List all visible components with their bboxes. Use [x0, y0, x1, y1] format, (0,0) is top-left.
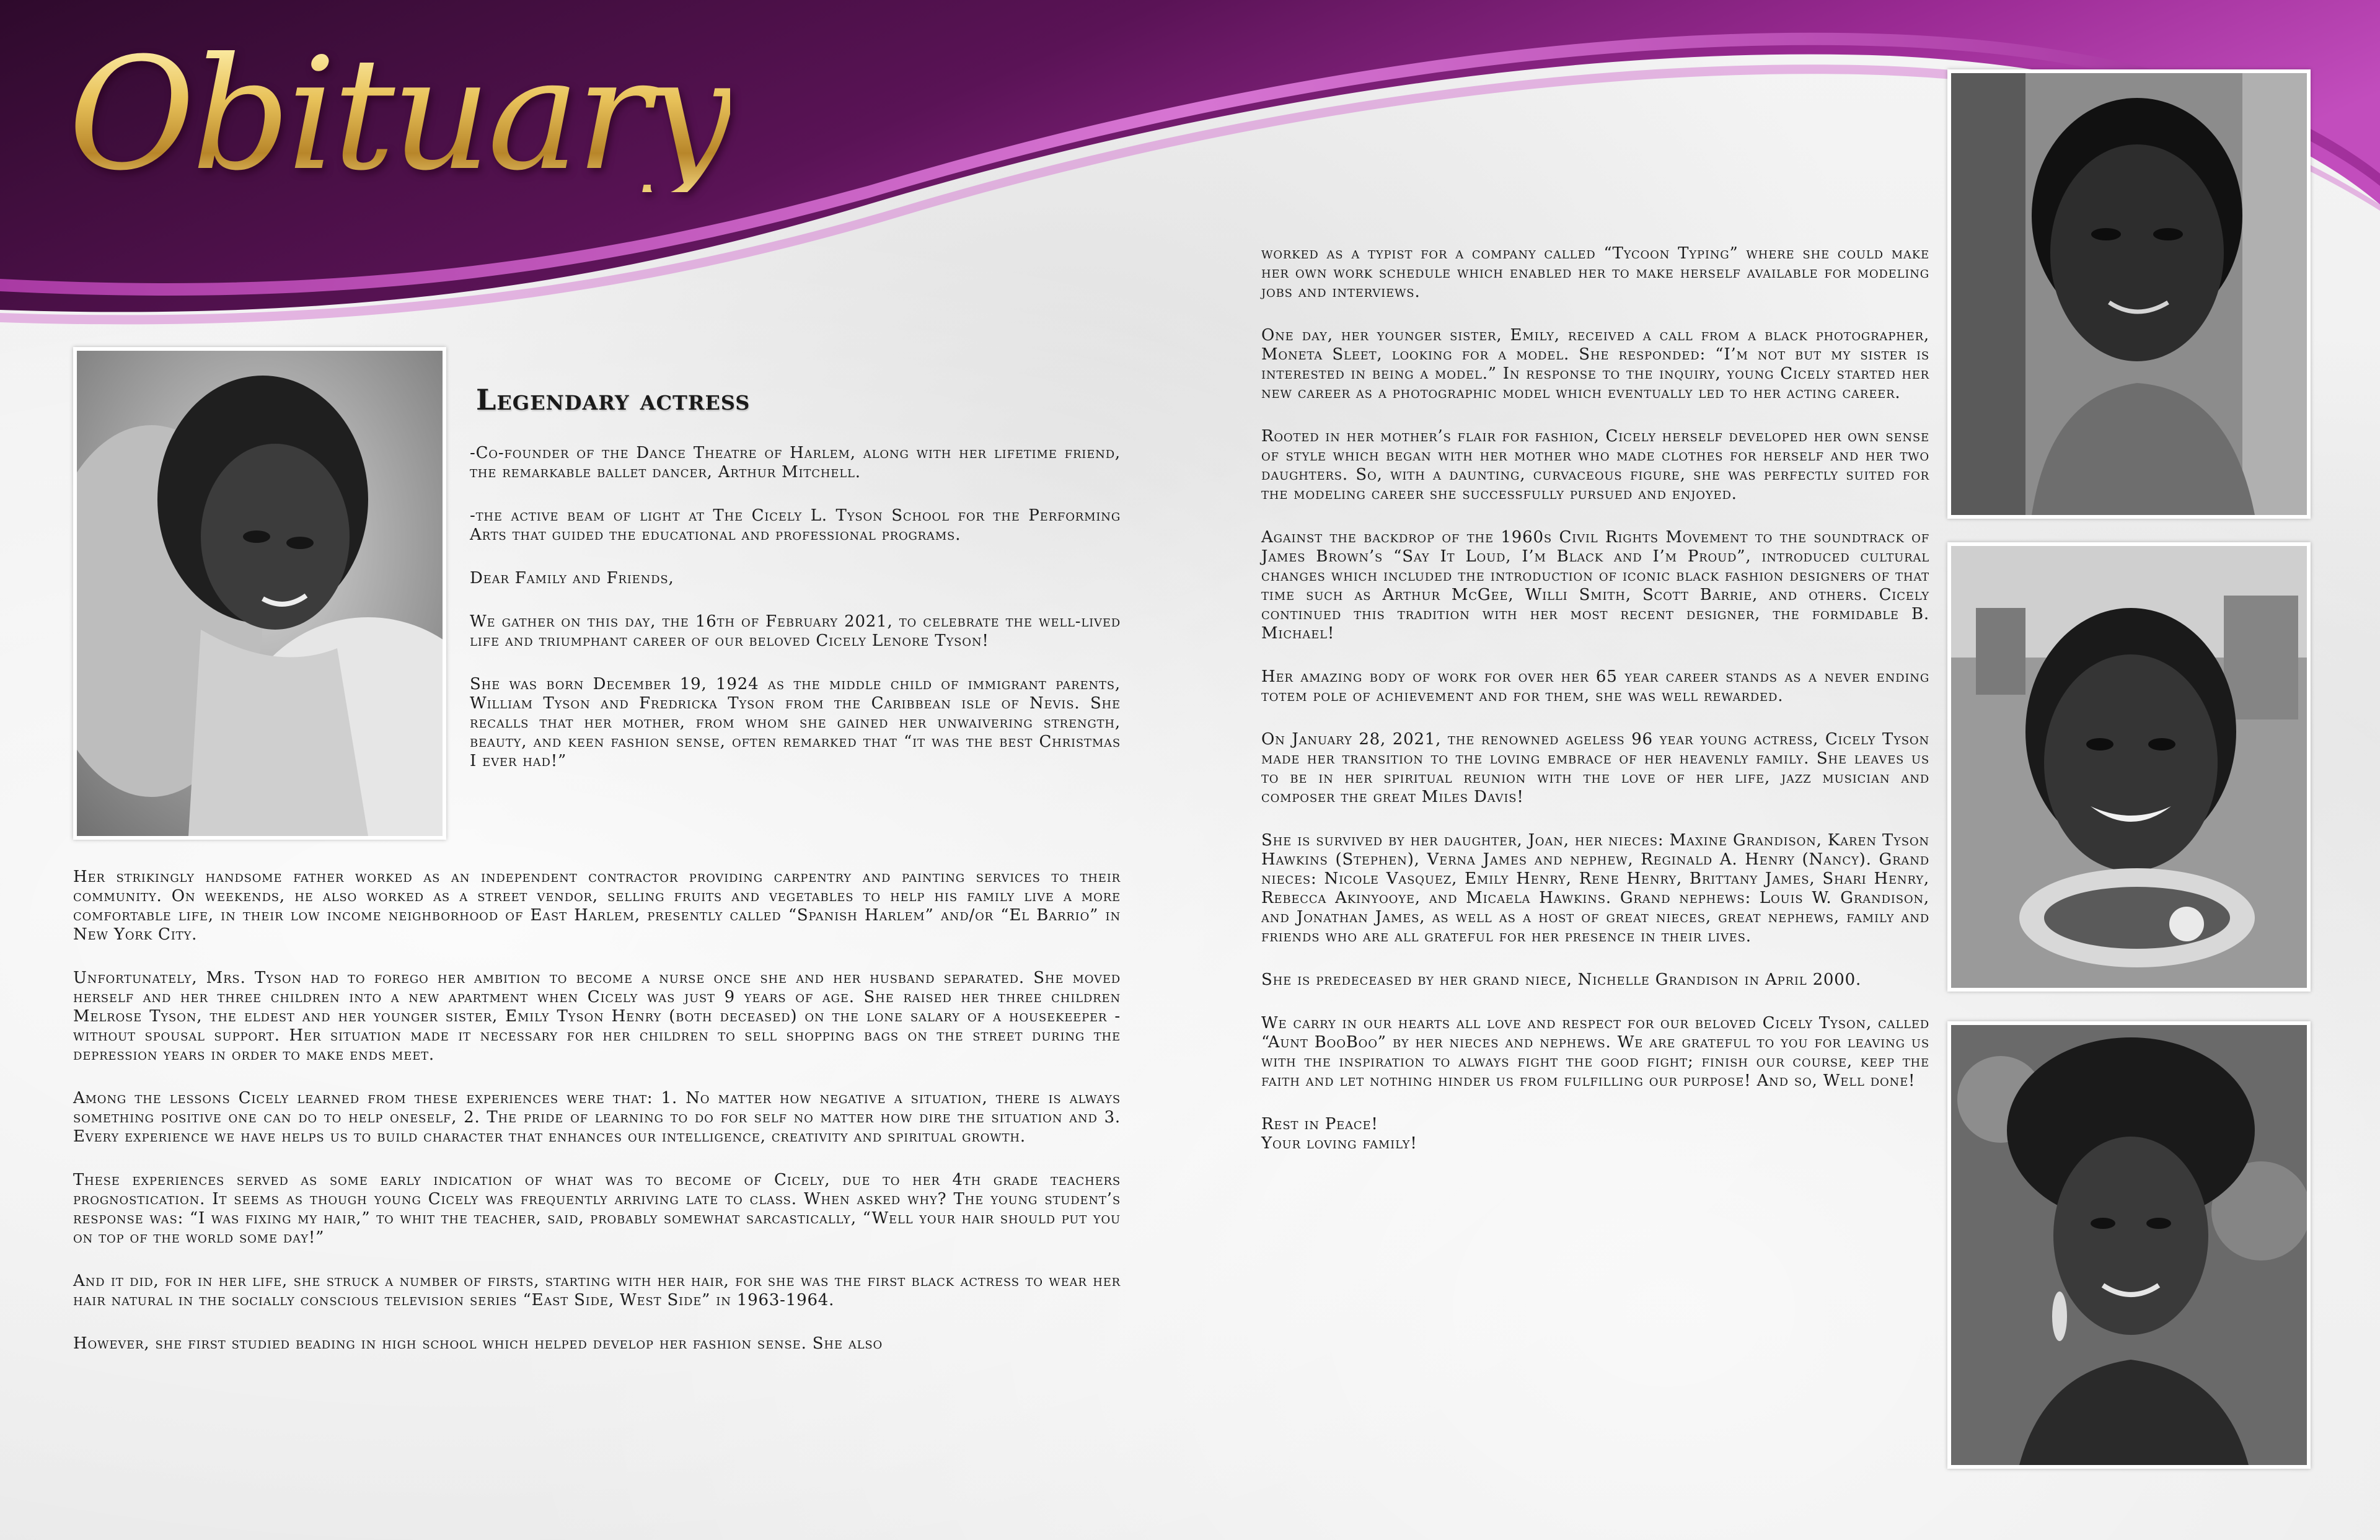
photo-portrait-right-2 — [1947, 542, 2311, 992]
sign-off-line: Your loving family! — [1261, 1134, 1417, 1153]
paragraph: Unfortunately, Mrs. Tyson had to forego her ambition to become a nurse once she and her husband separated. She moved herself and her three children into a new apartment when Cicely was just 9 years of age. She raised her three children Melrose Tyson, the eldest and her younger sister, Emily Tyson Henry (both deceased) on the lone salary of a housekeeper -without spousal support. Her situation made it necessary for her children to sell shopping bags on the street during the depression years in order to make ends meet. — [73, 969, 1121, 1064]
paragraph: Dear Family and Friends, — [470, 569, 674, 587]
portrait-image — [1951, 546, 2307, 988]
paragraph: We carry in our hearts all love and respect for our beloved Cicely Tyson, called “Aunt BooBoo” by her nieces and nephews. We are grateful to you for leaving us with the inspiration to always fight the good fight; finish our course, keep the faith and let nothing hinder us from fulfilling our purpose! And so, Well done! — [1261, 1014, 1929, 1090]
column1-full-text — [73, 868, 1121, 1378]
paragraph: One day, her younger sister, Emily, received a call from a black photographer, Moneta Sleet, looking for a model. She responded: “I’m not but my sister is interested in being a model.” In response to the inquiry, young Cicely started her new career as a photographic model which eventually led to her acting career. — [1261, 326, 1929, 402]
portrait-image — [77, 351, 443, 836]
photo-portrait-left — [73, 347, 446, 840]
paragraph: On January 28, 2021, the renowned ageless 96 year young actress, Cicely Tyson made her transition to the loving embrace of her heavenly family. She leaves us to be in her spiritual reunion with the love of her life, jazz musician and composer the great Miles Davis! — [1261, 730, 1929, 806]
paragraph: Her strikingly handsome father worked as an independent contractor providing carpentry and painting services to their community. On weekends, he also worked as a street vendor, selling fruits and vegetables to help his family live a more comfortable life, in their low income neighborhood of East Harlem, presently called “Spanish Harlem” and/or “El Barrio” in New York City. — [73, 868, 1121, 944]
portrait-image — [1951, 73, 2307, 515]
photo-portrait-right-1 — [1947, 69, 2311, 519]
column2-text — [1261, 244, 1929, 1153]
paragraph: Her amazing body of work for over her 65 year career stands as a never ending totem pole of achievement and for them, she was well rewarded. — [1261, 667, 1929, 705]
paragraph: Against the backdrop of the 1960s Civil Rights Movement to the soundtrack of James Brown’s “Say It Loud, I’m Black and I’m Proud”, introduced cultural changes which included the introduction of iconic black fashion designers of that time such as Arthur McGee, Willi Smith, Scott Barrie, and others. Cicely continued this tradition with her most recent designer, the formidable B. Michael! — [1261, 528, 1929, 643]
paragraph: worked as a typist for a company called “Tycoon Typing” where she could make her own work schedule which enabled her to make herself available for modeling jobs and interviews. — [1261, 244, 1929, 301]
paragraph: -Co-founder of the Dance Theatre of Harlem, along with her lifetime friend, the remarkable ballet dancer, Arthur Mitchell. — [470, 444, 1121, 482]
obituary-title: Obituary — [68, 24, 731, 205]
sign-off-line: Rest in Peace! — [1261, 1115, 1378, 1133]
portrait-image — [1951, 1025, 2307, 1465]
section-heading: Legendary actress — [476, 383, 751, 416]
sign-off — [1261, 1115, 1929, 1153]
column1-top-text — [470, 444, 1121, 795]
paragraph: Rooted in her mother’s flair for fashion, Cicely herself developed her own sense of style which began with her mother who made clothes for herself and her two daughters. So, with a daunting, curvaceous figure, she was perfectly suited for the modeling career she successfully pursued and enjoyed. — [1261, 427, 1929, 503]
paragraph: She was born December 19, 1924 as the middle child of immigrant parents, William Tyson and Fredricka Tyson from the Caribbean isle of Nevis. She recalls that her mother, from whom she gained her unwaivering strength, beauty, and keen fashion sense, often remarked that “it was the best Christmas I ever had!” — [470, 675, 1121, 770]
paragraph: However, she first studied beading in high school which helped develop her fashion sense. She also — [73, 1334, 883, 1353]
paragraph: These experiences served as some early indication of what was to become of Cicely, due to her 4th grade teachers prognostication. It seems as though young Cicely was frequently arriving late to class. When asked why? The young student’s response was: “I was fixing my hair,” to whit the teacher, said, probably somewhat sarcastically, “Well your hair should put you on top of the world some day!” — [73, 1171, 1121, 1247]
paragraph: Among the lessons Cicely learned from these experiences were that: 1. No matter how negative a situation, there is always something positive one can do to help oneself, 2. The pride of learning to do for self no matter how dire the situation and 3. Every experience we have helps us to build character that enhances our intelligence, creativity and spiritual growth. — [73, 1089, 1121, 1146]
paragraph: We gather on this day, the 16th of February 2021, to celebrate the well-lived life and triumphant career of our beloved Cicely Lenore Tyson! — [470, 612, 1121, 650]
paragraph: She is predeceased by her grand niece, Nichelle Grandison in April 2000. — [1261, 970, 1862, 989]
paragraph: And it did, for in her life, she struck a number of firsts, starting with her hair, for she was the first black actress to wear her hair natural in the socially conscious television series “East Side, West Side” in 1963-1964. — [73, 1272, 1121, 1309]
paragraph: -the active beam of light at The Cicely L. Tyson School for the Performing Arts that guided the educational and professional programs. — [470, 506, 1121, 544]
paragraph: She is survived by her daughter, Joan, her nieces: Maxine Grandison, Karen Tyson Hawkins (Stephen), Verna James and nephew, Reginald A. Henry (Nancy). Grand nieces: Nicole Vasquez, Emily Henry, Rene Henry, Brittany James, Shari Henry, Rebecca Akinyooye, and Micaela Hawkins. Grand nephews: Louis W. Grandison, and Jonathan James, as well as a host of great nieces, great nephews, family and friends who are all grateful for her presence in their lives. — [1261, 831, 1929, 946]
photo-portrait-right-3 — [1947, 1021, 2311, 1469]
